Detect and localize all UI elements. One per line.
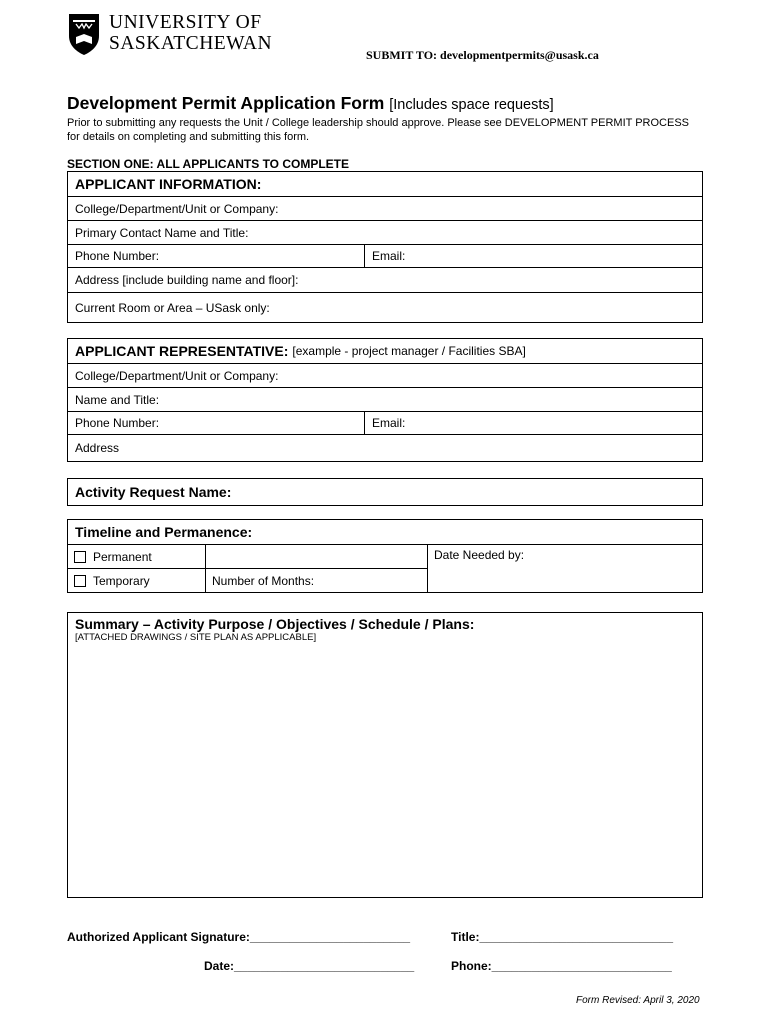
representative-phone-label: Phone Number: [75, 416, 160, 430]
submit-to-address: SUBMIT TO: developmentpermits@usask.ca [366, 48, 599, 62]
applicant-address-field[interactable] [68, 268, 702, 293]
applicant-email-label: Email: [372, 249, 406, 263]
logo-line-1: UNIVERSITY OF [109, 12, 262, 33]
temporary-label: Temporary [93, 573, 150, 588]
applicant-phone-label: Phone Number: [75, 249, 160, 263]
representative-email-label: Email: [372, 416, 406, 430]
representative-name-field[interactable] [68, 388, 702, 412]
representative-college-label: College/Department/Unit or Company: [75, 368, 279, 383]
applicant-contact-field[interactable] [68, 221, 702, 245]
temporary-checkbox[interactable] [74, 575, 86, 587]
summary-heading: Summary – Activity Purpose / Objectives / Schedule / Plans: [75, 616, 475, 632]
applicant-phone-field[interactable] [68, 245, 365, 267]
form-title: Development Permit Application Form [67, 93, 385, 113]
date-needed-field[interactable] [428, 545, 702, 592]
applicant-room-field[interactable] [68, 293, 702, 322]
date-line[interactable]: Date:___________________________ [204, 959, 415, 973]
representative-heading: APPLICANT REPRESENTATIVE: [75, 343, 289, 359]
form-revised-date: Form Revised: April 3, 2020 [576, 995, 700, 1006]
intro-text: Prior to submitting any requests the Unit / College leadership should approve. Please see DEVELOPMENT PERMIT PROCESS for details on completing and submitting this form. [67, 117, 689, 143]
activity-request-heading: Activity Request Name: [75, 484, 232, 500]
representative-heading-row [68, 339, 702, 364]
representative-phone-field[interactable] [68, 412, 365, 434]
temporary-option[interactable] [68, 569, 206, 592]
applicant-phone-email-row [68, 245, 702, 268]
applicant-contact-label: Primary Contact Name and Title: [75, 225, 249, 240]
permanent-checkbox[interactable] [74, 551, 86, 563]
representative-heading-note: [example - project manager / Facilities SBA] [292, 344, 526, 358]
date-needed-label: Date Needed by: [434, 548, 525, 562]
representative-address-field[interactable] [68, 435, 702, 461]
representative-email-field[interactable] [365, 412, 405, 434]
permanent-label: Permanent [93, 549, 152, 564]
form-title-line [67, 93, 554, 114]
signature-line[interactable]: Authorized Applicant Signature:________________________ [67, 930, 411, 944]
phone-line[interactable]: Phone:___________________________ [451, 959, 672, 973]
representative-address-label: Address [75, 441, 120, 455]
applicant-room-label: Current Room or Area – USask only: [75, 300, 270, 315]
logo-line-2: SASKATCHEWAN [109, 33, 273, 54]
timeline-heading: Timeline and Permanence: [68, 520, 702, 545]
applicant-heading: APPLICANT INFORMATION: [68, 172, 702, 197]
summary-note: [ATTACHED DRAWINGS / SITE PLAN AS APPLICABLE] [75, 632, 317, 643]
summary-box[interactable] [67, 612, 703, 898]
timeline-grid [68, 545, 702, 592]
applicant-college-field[interactable] [68, 197, 702, 221]
applicant-address-label: Address [include building name and floor]: [75, 273, 299, 287]
applicant-email-field[interactable] [365, 245, 405, 267]
activity-request-box[interactable] [67, 478, 703, 506]
number-of-months-field[interactable] [206, 569, 428, 592]
form-title-note: [Includes space requests] [389, 97, 554, 113]
timeline-blank-cell [206, 545, 428, 569]
number-of-months-label: Number of Months: [212, 573, 315, 588]
university-crest-icon [67, 12, 101, 56]
representative-college-field[interactable] [68, 364, 702, 388]
title-line[interactable]: Title:_____________________________ [451, 930, 673, 944]
applicant-representative-box [67, 338, 703, 462]
section-one-heading: SECTION ONE: ALL APPLICANTS TO COMPLETE [67, 157, 350, 171]
timeline-box [67, 519, 703, 593]
representative-phone-email-row [68, 412, 702, 435]
applicant-information-box [67, 171, 703, 323]
applicant-college-label: College/Department/Unit or Company: [75, 201, 279, 216]
university-logo [67, 12, 272, 56]
representative-name-label: Name and Title: [75, 392, 160, 407]
permanent-option[interactable] [68, 545, 206, 569]
